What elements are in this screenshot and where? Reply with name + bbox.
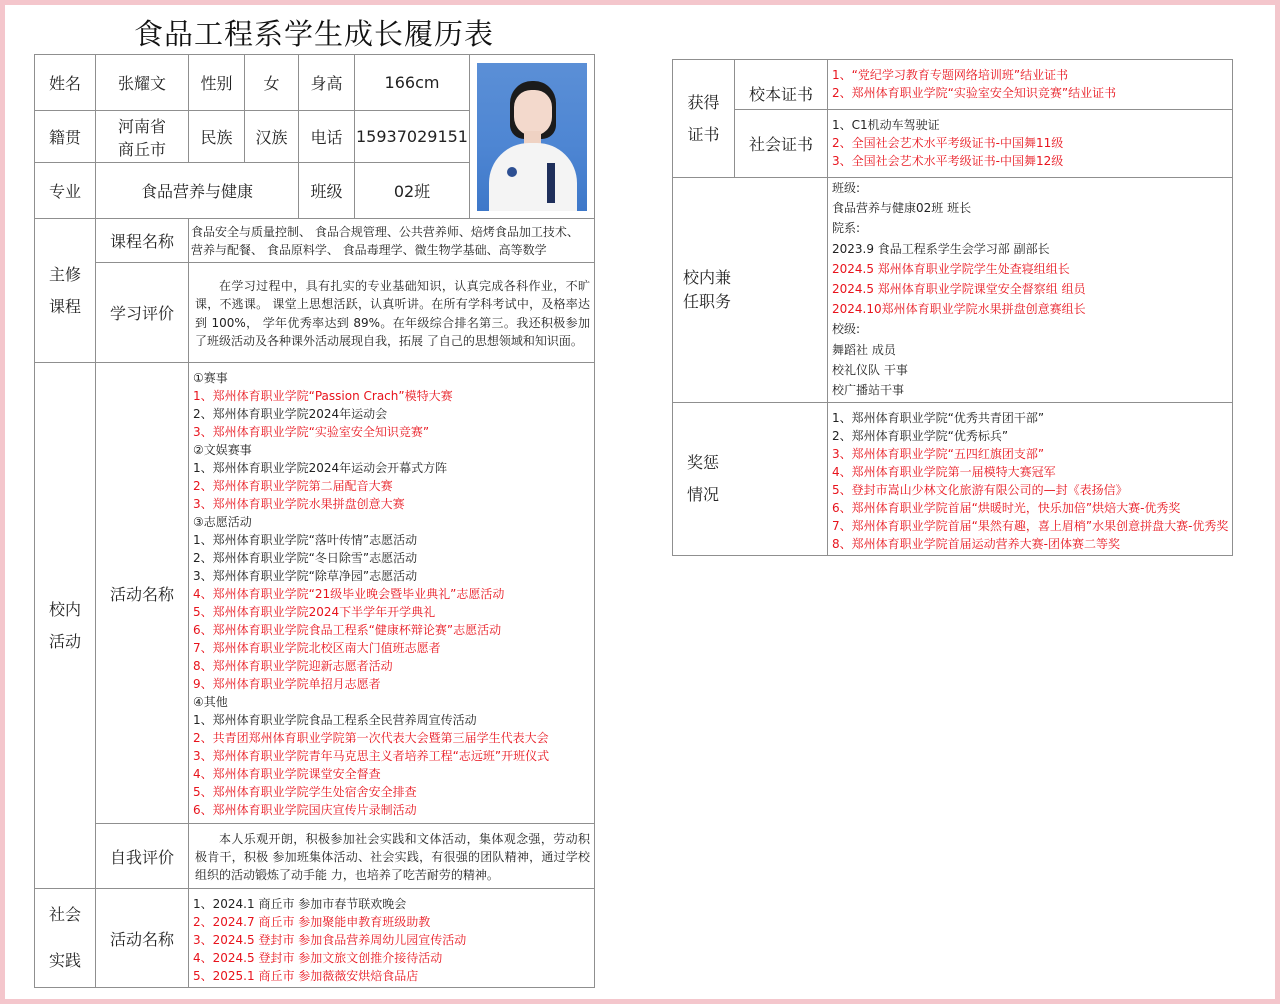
post-item: 校级:	[832, 322, 861, 337]
society-cert-item: 3、全国社会艺术水平考级证书-中国舞12级	[832, 154, 1064, 168]
award-item: 4、郑州体育职业学院第一届模特大赛冠军	[832, 465, 1056, 480]
study-eval-text: 在学习过程中，具有扎实的专业基础知识，认真完成各科作业，不旷课，不逃课。 课堂上思想活跃，认真听讲。在所有学科考试中，及格率达到 100%， 学年优秀率达到 89%。在年级综合排名第三。我还积极参加了班级活动及各种课外活动展现自我，拓展 了自己的思想领域和知识面。	[189, 263, 595, 363]
posts-list	[828, 178, 1233, 403]
ethnicity-label: 民族	[189, 111, 245, 163]
campus-activity-item: ③志愿活动	[193, 515, 252, 529]
campus-activity-item: 3、郑州体育职业学院“除草净园”志愿活动	[193, 569, 418, 583]
course-names-value: 食品安全与质量控制、 食品合规管理、公共营养师、焙烤食品加工技术、 营养与配餐、 食品原料学、 食品毒理学、微生物学基础、高等数学	[189, 219, 595, 263]
campus-activity-item: 3、郑州体育职业学院水果拼盘创意大赛	[193, 497, 405, 511]
award-item: 1、郑州体育职业学院“优秀共青团干部”	[832, 411, 1045, 426]
major-value: 食品营养与健康	[96, 163, 299, 219]
origin-label: 籍贯	[35, 111, 96, 163]
resume-right-table	[672, 59, 1233, 556]
campus-activity-item: 5、郑州体育职业学院学生处宿舍安全排查	[193, 785, 417, 799]
student-photo	[477, 63, 587, 211]
gender-label: 性别	[189, 55, 245, 111]
ethnicity-value: 汉族	[245, 111, 299, 163]
school-cert-item: 1、“党纪学习教育专题网络培训班”结业证书	[832, 68, 1069, 82]
award-item: 3、郑州体育职业学院“五四红旗团支部”	[832, 447, 1045, 462]
page-title: 食品工程系学生成长履历表	[133, 17, 494, 51]
self-eval-text: 本人乐观开朗，积极参加社会实践和文体活动，集体观念强，劳动积极肯干，积极 参加班集体活动、社会实践，有很强的团队精神，通过学校组织的活动锻炼了动手能 力，也培养了吃苦耐劳的精神。	[189, 824, 595, 889]
origin-value	[96, 111, 189, 163]
award-item: 5、登封市嵩山少林文化旅游有限公司的—封《表扬信》	[832, 483, 1128, 498]
origin-line1: 河南省	[117, 116, 166, 136]
award-item: 6、郑州体育职业学院首届“烘暖时光，快乐加倍”烘焙大赛-优秀奖	[832, 501, 1181, 516]
school-certs-label: 校本证书	[735, 60, 828, 110]
campus-activities-label: 活动名称	[96, 363, 189, 824]
social-activity-item: 4、2024.5 登封市 参加文旅文创推介接待活动	[193, 951, 443, 965]
campus-activity-item: 1、郑州体育职业学院“落叶传情”志愿活动	[193, 533, 418, 547]
campus-activity-item: 2、共青团郑州体育职业学院第一次代表大会暨第三届学生代表大会	[193, 731, 549, 745]
campus-activity-item: 1、郑州体育职业学院“Passion Crach”模特大赛	[193, 389, 453, 403]
campus-activity-item: 2、郑州体育职业学院第二届配音大赛	[193, 479, 393, 493]
campus-activity-item: ②文娱赛事	[193, 443, 252, 457]
school-certs-list	[828, 60, 1233, 110]
social-activity-item: 2、2024.7 商丘市 参加聚能申教育班级助教	[193, 915, 431, 929]
post-item: 校礼仪队 干事	[832, 362, 908, 377]
post-item: 2023.9 食品工程系学生会学习部 副部长	[832, 241, 1050, 256]
campus-activity-item: 8、郑州体育职业学院迎新志愿者活动	[193, 659, 393, 673]
school-cert-item: 2、郑州体育职业学院“实验室安全知识竞赛”结业证书	[832, 86, 1117, 100]
campus-activity-item: 6、郑州体育职业学院食品工程系“健康杯辩论赛”志愿活动	[193, 623, 502, 637]
social-section-label: 社会 实践	[35, 889, 96, 988]
award-item: 8、郑州体育职业学院首届运动营养大赛-团体赛二等奖	[832, 537, 1120, 552]
society-cert-item: 2、全国社会艺术水平考级证书-中国舞11级	[832, 136, 1064, 150]
campus-activities-list	[189, 363, 595, 824]
courses-section-label: 主修 课程	[35, 219, 96, 363]
name-value: 张耀文	[96, 55, 189, 111]
class-value: 02班	[355, 163, 470, 219]
campus-section-label: 校内 活动	[35, 363, 96, 889]
post-item: 院系:	[832, 221, 861, 236]
major-label: 专业	[35, 163, 96, 219]
post-item: 2024.5 郑州体育职业学院课堂安全督察组 组员	[832, 282, 1086, 297]
campus-activity-item: 1、郑州体育职业学院2024年运动会开幕式方阵	[193, 461, 448, 475]
campus-activity-item: 6、郑州体育职业学院国庆宣传片录制活动	[193, 803, 417, 817]
certs-section-label: 获得 证书	[673, 60, 735, 178]
resume-left-table	[34, 54, 595, 988]
self-eval-label: 自我评价	[96, 824, 189, 889]
awards-list	[828, 403, 1233, 556]
campus-activity-item: 3、郑州体育职业学院“实验室安全知识竞赛”	[193, 425, 430, 439]
post-item: 班级:	[832, 181, 861, 195]
campus-activity-item: 2、郑州体育职业学院2024年运动会	[193, 407, 388, 421]
social-activity-item: 5、2025.1 商丘市 参加薇薇安烘焙食品店	[193, 969, 419, 983]
study-eval-label: 学习评价	[96, 263, 189, 363]
awards-section-label: 奖惩 情况	[673, 403, 828, 556]
campus-activity-item: 9、郑州体育职业学院单招月志愿者	[193, 677, 381, 691]
posts-section-label: 校内兼 任职务	[673, 178, 828, 403]
campus-activity-item: 1、郑州体育职业学院食品工程系全民营养周宣传活动	[193, 713, 477, 727]
height-value: 166cm	[355, 55, 470, 111]
social-activities-list	[189, 889, 595, 988]
post-item: 舞蹈社 成员	[832, 342, 896, 357]
post-item: 校广播站干事	[832, 383, 905, 398]
society-certs-label: 社会证书	[735, 110, 828, 178]
social-activities-label: 活动名称	[96, 889, 189, 988]
origin-line2: 商丘市	[117, 139, 166, 159]
phone-label: 电话	[299, 111, 355, 163]
post-item: 2024.10郑州体育职业学院水果拼盘创意赛组长	[832, 302, 1086, 317]
campus-activity-item: 7、郑州体育职业学院北校区南大门值班志愿者	[193, 641, 441, 655]
phone-value: 15937029151	[355, 111, 470, 163]
course-names-label: 课程名称	[96, 219, 189, 263]
campus-activity-item: 5、郑州体育职业学院2024下半学年开学典礼	[193, 605, 436, 619]
campus-activity-item: 3、郑州体育职业学院青年马克思主义者培养工程“志远班”开班仪式	[193, 749, 550, 763]
society-certs-list	[828, 110, 1233, 178]
campus-activity-item: ①赛事	[193, 371, 228, 385]
campus-activity-item: ④其他	[193, 695, 228, 709]
campus-activity-item: 2、郑州体育职业学院“冬日除雪”志愿活动	[193, 551, 418, 565]
height-label: 身高	[299, 55, 355, 111]
campus-activity-item: 4、郑州体育职业学院课堂安全督查	[193, 767, 381, 781]
society-cert-item: 1、C1机动车驾驶证	[832, 118, 940, 132]
social-activity-item: 1、2024.1 商丘市 参加市春节联欢晚会	[193, 897, 407, 911]
campus-activity-item: 4、郑州体育职业学院“21级毕业晚会暨毕业典礼”志愿活动	[193, 587, 505, 601]
social-activity-item: 3、2024.5 登封市 参加食品营养周幼儿园宣传活动	[193, 933, 467, 947]
award-item: 2、郑州体育职业学院“优秀标兵”	[832, 429, 1009, 444]
name-label: 姓名	[35, 55, 96, 111]
award-item: 7、郑州体育职业学院首届“果然有趣，喜上眉梢”水果创意拼盘大赛-优秀奖	[832, 519, 1229, 534]
class-label: 班级	[299, 163, 355, 219]
gender-value: 女	[245, 55, 299, 111]
post-item: 食品营养与健康02班 班长	[832, 201, 972, 216]
post-item: 2024.5 郑州体育职业学院学生处查寝组组长	[832, 261, 1070, 276]
photo-cell	[470, 55, 595, 219]
